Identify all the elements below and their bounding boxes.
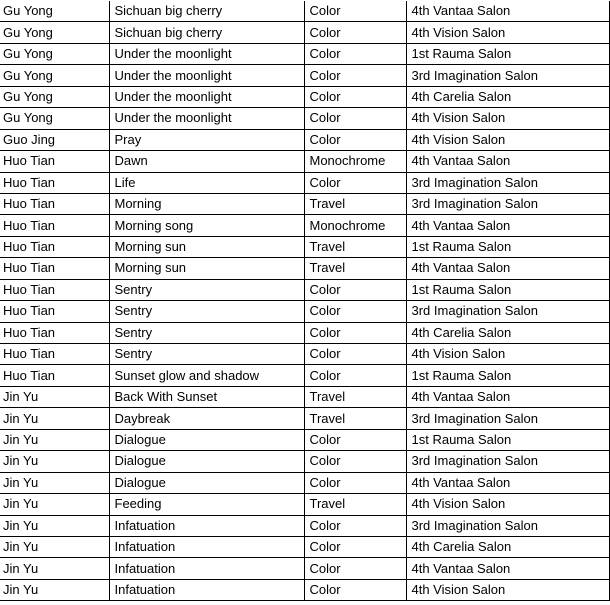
title-cell: Sentry <box>109 279 304 300</box>
title-cell: Feeding <box>109 494 304 515</box>
title-cell: Morning sun <box>109 236 304 257</box>
author-cell: Huo Tian <box>0 279 109 300</box>
author-cell: Huo Tian <box>0 193 109 214</box>
table-row <box>0 494 609 515</box>
table-row <box>0 22 609 43</box>
salon-cell: 4th Vantaa Salon <box>406 258 609 279</box>
table-row <box>0 108 609 129</box>
category-cell: Color <box>304 279 406 300</box>
category-cell: Color <box>304 344 406 365</box>
author-cell: Huo Tian <box>0 258 109 279</box>
table-row <box>0 236 609 257</box>
salon-cell: 3rd Imagination Salon <box>406 451 609 472</box>
author-cell: Jin Yu <box>0 472 109 493</box>
table-row <box>0 301 609 322</box>
table-row <box>0 451 609 472</box>
title-cell: Sentry <box>109 344 304 365</box>
category-cell: Color <box>304 301 406 322</box>
table-row <box>0 193 609 214</box>
title-cell: Life <box>109 172 304 193</box>
title-cell: Daybreak <box>109 408 304 429</box>
category-cell: Monochrome <box>304 151 406 172</box>
title-cell: Morning <box>109 193 304 214</box>
title-cell: Under the moonlight <box>109 108 304 129</box>
table-row <box>0 151 609 172</box>
category-cell: Color <box>304 129 406 150</box>
table-body <box>0 1 609 601</box>
title-cell: Sentry <box>109 322 304 343</box>
salon-cell: 4th Vision Salon <box>406 129 609 150</box>
title-cell: Infatuation <box>109 579 304 600</box>
author-cell: Huo Tian <box>0 301 109 322</box>
salon-cell: 1st Rauma Salon <box>406 43 609 64</box>
title-cell: Sichuan big cherry <box>109 22 304 43</box>
title-cell: Infatuation <box>109 536 304 557</box>
title-cell: Dawn <box>109 151 304 172</box>
title-cell: Sunset glow and shadow <box>109 365 304 386</box>
salon-cell: 4th Vision Salon <box>406 108 609 129</box>
category-cell: Color <box>304 472 406 493</box>
title-cell: Back With Sunset <box>109 386 304 407</box>
author-cell: Jin Yu <box>0 536 109 557</box>
table-row <box>0 65 609 86</box>
salon-cell: 3rd Imagination Salon <box>406 408 609 429</box>
title-cell: Dialogue <box>109 451 304 472</box>
table-row <box>0 536 609 557</box>
title-cell: Pray <box>109 129 304 150</box>
author-cell: Huo Tian <box>0 172 109 193</box>
author-cell: Huo Tian <box>0 151 109 172</box>
category-cell: Travel <box>304 386 406 407</box>
title-cell: Sichuan big cherry <box>109 1 304 22</box>
table-row <box>0 558 609 579</box>
category-cell: Color <box>304 108 406 129</box>
category-cell: Color <box>304 86 406 107</box>
author-cell: Gu Yong <box>0 43 109 64</box>
title-cell: Morning song <box>109 215 304 236</box>
author-cell: Huo Tian <box>0 322 109 343</box>
author-cell: Jin Yu <box>0 408 109 429</box>
salon-cell: 4th Carelia Salon <box>406 86 609 107</box>
category-cell: Travel <box>304 258 406 279</box>
table-row <box>0 386 609 407</box>
category-cell: Color <box>304 429 406 450</box>
author-cell: Gu Yong <box>0 1 109 22</box>
author-cell: Jin Yu <box>0 515 109 536</box>
author-cell: Jin Yu <box>0 386 109 407</box>
salon-cell: 4th Vantaa Salon <box>406 558 609 579</box>
title-cell: Under the moonlight <box>109 43 304 64</box>
author-cell: Jin Yu <box>0 494 109 515</box>
table-row <box>0 215 609 236</box>
table-row <box>0 429 609 450</box>
salon-cell: 4th Vantaa Salon <box>406 151 609 172</box>
table-row <box>0 472 609 493</box>
category-cell: Color <box>304 579 406 600</box>
category-cell: Color <box>304 451 406 472</box>
table-row <box>0 579 609 600</box>
category-cell: Travel <box>304 494 406 515</box>
category-cell: Travel <box>304 236 406 257</box>
category-cell: Color <box>304 515 406 536</box>
table-row <box>0 279 609 300</box>
table-row <box>0 515 609 536</box>
author-cell: Gu Yong <box>0 86 109 107</box>
salon-cell: 3rd Imagination Salon <box>406 65 609 86</box>
author-cell: Guo Jing <box>0 129 109 150</box>
table-row <box>0 258 609 279</box>
title-cell: Infatuation <box>109 515 304 536</box>
title-cell: Under the moonlight <box>109 65 304 86</box>
table-row <box>0 1 609 22</box>
salon-cell: 4th Carelia Salon <box>406 536 609 557</box>
author-cell: Huo Tian <box>0 365 109 386</box>
salon-cell: 1st Rauma Salon <box>406 365 609 386</box>
salon-cell: 4th Vision Salon <box>406 494 609 515</box>
category-cell: Color <box>304 22 406 43</box>
salon-cell: 1st Rauma Salon <box>406 429 609 450</box>
author-cell: Gu Yong <box>0 22 109 43</box>
author-cell: Jin Yu <box>0 558 109 579</box>
salon-cell: 3rd Imagination Salon <box>406 193 609 214</box>
title-cell: Under the moonlight <box>109 86 304 107</box>
author-cell: Huo Tian <box>0 215 109 236</box>
category-cell: Color <box>304 536 406 557</box>
salon-cell: 4th Vantaa Salon <box>406 1 609 22</box>
salon-cell: 4th Vantaa Salon <box>406 472 609 493</box>
author-cell: Jin Yu <box>0 451 109 472</box>
table-row <box>0 365 609 386</box>
category-cell: Color <box>304 558 406 579</box>
salon-cell: 4th Vantaa Salon <box>406 215 609 236</box>
table-row <box>0 172 609 193</box>
category-cell: Color <box>304 1 406 22</box>
author-cell: Huo Tian <box>0 236 109 257</box>
salon-cell: 3rd Imagination Salon <box>406 515 609 536</box>
category-cell: Color <box>304 43 406 64</box>
category-cell: Travel <box>304 408 406 429</box>
table-row <box>0 43 609 64</box>
title-cell: Infatuation <box>109 558 304 579</box>
salon-cell: 1st Rauma Salon <box>406 279 609 300</box>
table-row <box>0 322 609 343</box>
author-cell: Jin Yu <box>0 579 109 600</box>
salon-cell: 4th Carelia Salon <box>406 322 609 343</box>
author-cell: Gu Yong <box>0 65 109 86</box>
table-row <box>0 344 609 365</box>
salon-cell: 4th Vision Salon <box>406 344 609 365</box>
category-cell: Travel <box>304 193 406 214</box>
title-cell: Sentry <box>109 301 304 322</box>
category-cell: Color <box>304 322 406 343</box>
author-cell: Jin Yu <box>0 429 109 450</box>
category-cell: Color <box>304 365 406 386</box>
category-cell: Color <box>304 172 406 193</box>
table-row <box>0 129 609 150</box>
category-cell: Monochrome <box>304 215 406 236</box>
results-table <box>0 1 610 601</box>
salon-cell: 4th Vision Salon <box>406 579 609 600</box>
salon-cell: 4th Vision Salon <box>406 22 609 43</box>
table-row <box>0 86 609 107</box>
author-cell: Gu Yong <box>0 108 109 129</box>
title-cell: Dialogue <box>109 472 304 493</box>
title-cell: Morning sun <box>109 258 304 279</box>
salon-cell: 3rd Imagination Salon <box>406 301 609 322</box>
title-cell: Dialogue <box>109 429 304 450</box>
salon-cell: 1st Rauma Salon <box>406 236 609 257</box>
salon-cell: 4th Vantaa Salon <box>406 386 609 407</box>
salon-cell: 3rd Imagination Salon <box>406 172 609 193</box>
category-cell: Color <box>304 65 406 86</box>
table-row <box>0 408 609 429</box>
author-cell: Huo Tian <box>0 344 109 365</box>
